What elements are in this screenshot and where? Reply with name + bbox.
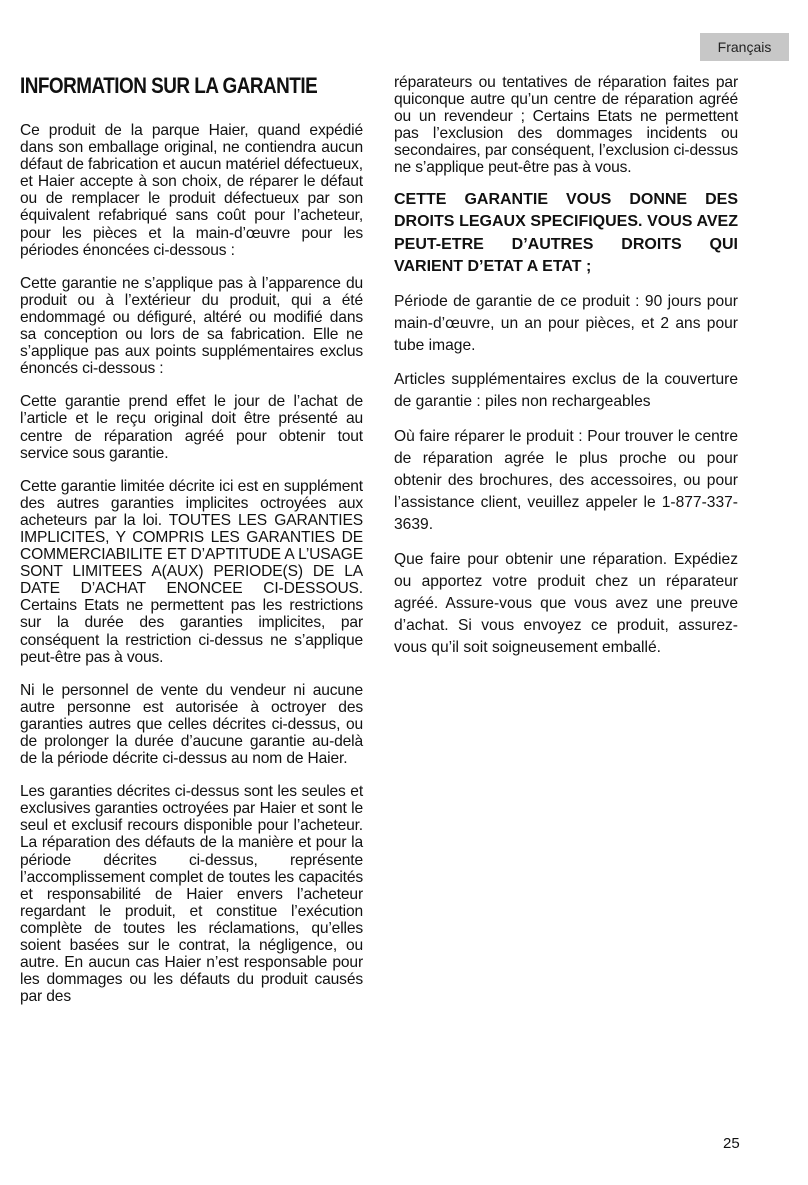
paragraph-implied-warranties: Cette garantie limitée décrite ici est en supplément des autres garanties implicites octroyées aux acheteurs par la loi. TOUTES LES GARANTIES IMPLICITES, Y COMPRIS LES GARANTIES DE COMMERCIABILITE ET D’APTITUDE A L’USAGE SONT LIMITEES A(AUX) PERIODE(S) DE LA DATE D’ACHAT ENONCEE CI-DESSOUS. Certains Etats ne permettent pas les restrictions sur la durée des garanties implicites, par conséquent la restriction ci-dessus ne s’applique peut-être pas à vous. [20,477,363,666]
right-column [394,74,738,672]
what-to-do: Que faire pour obtenir une réparation. Expédiez ou apportez votre produit chez un réparateur agréé. Assure-vous que vous avez une preuve d’achat. Si vous envoyez ce produit, assurez-vous qu’il soit soigneusement emballé. [394,550,738,657]
paragraph-exclusions: Cette garantie ne s’applique pas à l’apparence du produit ou à l’extérieur du produit, qui a été endommagé ou défiguré, altéré ou modifié dans sa conception ou lors de sa fabrication. Elle ne s’applique pas aux points supplémentaires exclus énoncés ci-dessous : [20,274,363,378]
page-number: 25 [723,1135,740,1152]
rights-notice: CETTE GARANTIE VOUS DONNE DES DROITS LEGAUX SPECIFIQUES. VOUS AVEZ PEUT-ETRE D’AUTRES DROITS QUI VARIENT D’ETAT A ETAT ; [394,190,738,276]
left-column [20,122,363,1021]
paragraph-exclusive-remedy: Les garanties décrites ci-dessus sont les seules et exclusives garanties octroyées par Haier et sont le seul et exclusif recours disponible pour l’acheteur. La réparation des défauts de la manière et pour la période décrites ci-dessus, représente l’accomplissement complet de toutes les capacités et responsabilité de Haier envers l’acheteur regardant le produit, et constitue l’exécution complète de toutes les réclamations, qu’elles soient basées sur le contrat, la négligence, ou autre. En aucun cas Haier n’est responsable pour les dommages ou les défauts du produit causés par des [20,783,363,1006]
paragraph-effective-date: Cette garantie prend effet le jour de l’achat de l’article et le reçu original doit être présenté au centre de réparation agréé pour obtenir tout service sous garantie. [20,393,363,462]
paragraph-authorization: Ni le personnel de vente du vendeur ni aucune autre personne est autorisée à octroyer des garanties autres que celles décrites ci-dessus, ou de prolonger la durée d’aucune garantie au-delà de la période décrite ci-dessus au nom de Haier. [20,681,363,768]
language-tab: Français [700,33,789,61]
paragraph-coverage: Ce produit de la parque Haier, quand expédié dans son emballage original, ne contiendra aucun défaut de fabrication et aucun matériel défectueux, et Haier accepte à son choix, de réparer le défaut ou de remplacer le produit défectueux par son équivalent refabriqué sans coût pour l’acheteur, pour les pièces et la main-d’œuvre pour les périodes énoncées ci-dessous : [20,122,363,259]
excluded-items: Articles supplémentaires exclus de la couverture de garantie : piles non rechargeables [394,371,738,411]
where-to-repair: Où faire réparer le produit : Pour trouver le centre de réparation agrée le plus proche ou pour obtenir des brochures, des accessoires, ou pour l’assistance client, veuillez appeler le 1-877-337-3639. [394,427,738,534]
warranty-period: Période de garantie de ce produit : 90 jours pour main-d’œuvre, un an pour pièces, et 2 ans pour tube image. [394,292,738,354]
page-title: INFORMATION SUR LA GARANTIE [20,73,318,98]
paragraph-continuation: réparateurs ou tentatives de réparation faites par quiconque autre qu’un centre de réparation agréé ou un revendeur ; Certains Etats ne permettent pas l’exclusion des dommages incidents ou secondaires, par conséquent, l’exclusion ci-dessus ne s’applique peut-être pas à vous. [394,74,738,177]
